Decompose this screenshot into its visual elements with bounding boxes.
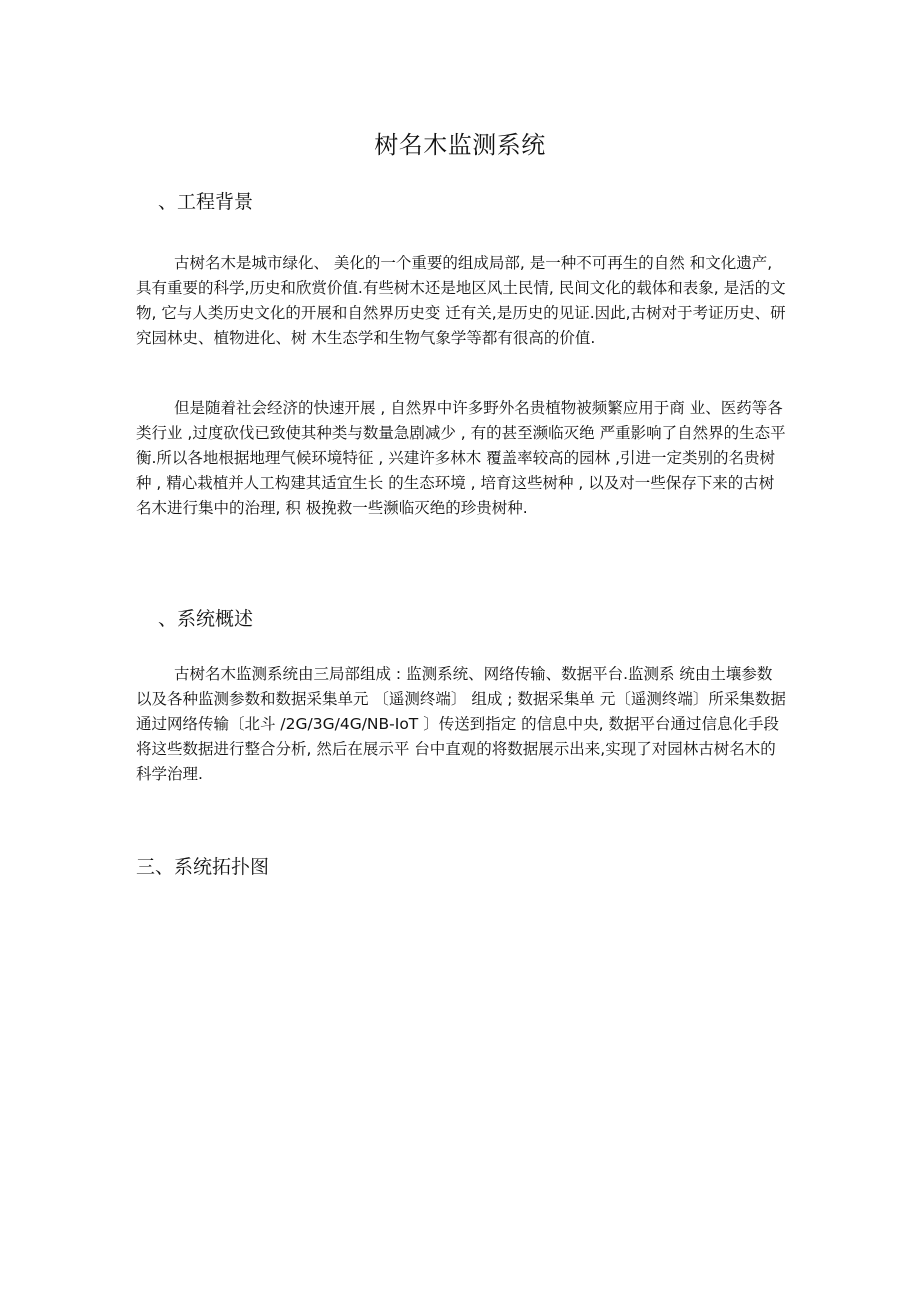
section-heading-system-topology: 三、系统拓扑图 bbox=[136, 856, 270, 878]
paragraph-system-overview: 古树名木监测系统由三局部组成 : 监测系统、网络传输、数据平台.监测系 统由土壤参数以及各种监测参数和数据采集单元 〔遥测终端〕 组成 ; 数据采集单 元〔遥测终端〕所采集数据通过网络传输〔北斗 /2G/3G/4G/NB-IoT 〕传送到指定 的信息中央, 数据平台通过信息化手段将这些数据进行整合分析, 然后在展示平 台中直观的将数据展示出来,实现了对园林古树名木的科学治理. bbox=[136, 665, 786, 783]
paragraph-background-1: 古树名木是城市绿化、 美化的一个重要的组成局部, 是一种不可再生的自然 和文化遗产,具有重要的科学,历史和欣赏价值.有些树木还是地区风土民情, 民间文化的载体和表象, 是活的文物, 它与人类历史文化的开展和自然界历史变 迁有关,是历史的见证.因此,古树对于考证历史、研究园林史、植物进化、树 木生态学和生物气象学等都有很高的价值. bbox=[136, 254, 786, 347]
section-heading-project-background: 、工程背景 bbox=[158, 191, 254, 213]
section-heading-system-overview: 、系统概述 bbox=[158, 608, 254, 630]
paragraph-background-2: 但是随着社会经济的快速开展 , 自然界中许多野外名贵植物被频繁应用于商 业、医药等各类行业 ,过度砍伐已致使其种类与数量急剧减少 , 有的甚至濒临灭绝 严重影响了自然界的生态平衡.所以各地根据地理气候环境特征 , 兴建许多林木 覆盖率较高的园林 ,引进一定类别的名贵树种 , 精心栽植并人工构建其适宜生长 的生态环境 , 培育这些树种 , 以及对一些保存下来的古树名木进行集中的治理, 积 极挽救一些濒临灭绝的珍贵树种. bbox=[136, 399, 786, 517]
document-title: 树名木监测系统 bbox=[374, 131, 546, 159]
